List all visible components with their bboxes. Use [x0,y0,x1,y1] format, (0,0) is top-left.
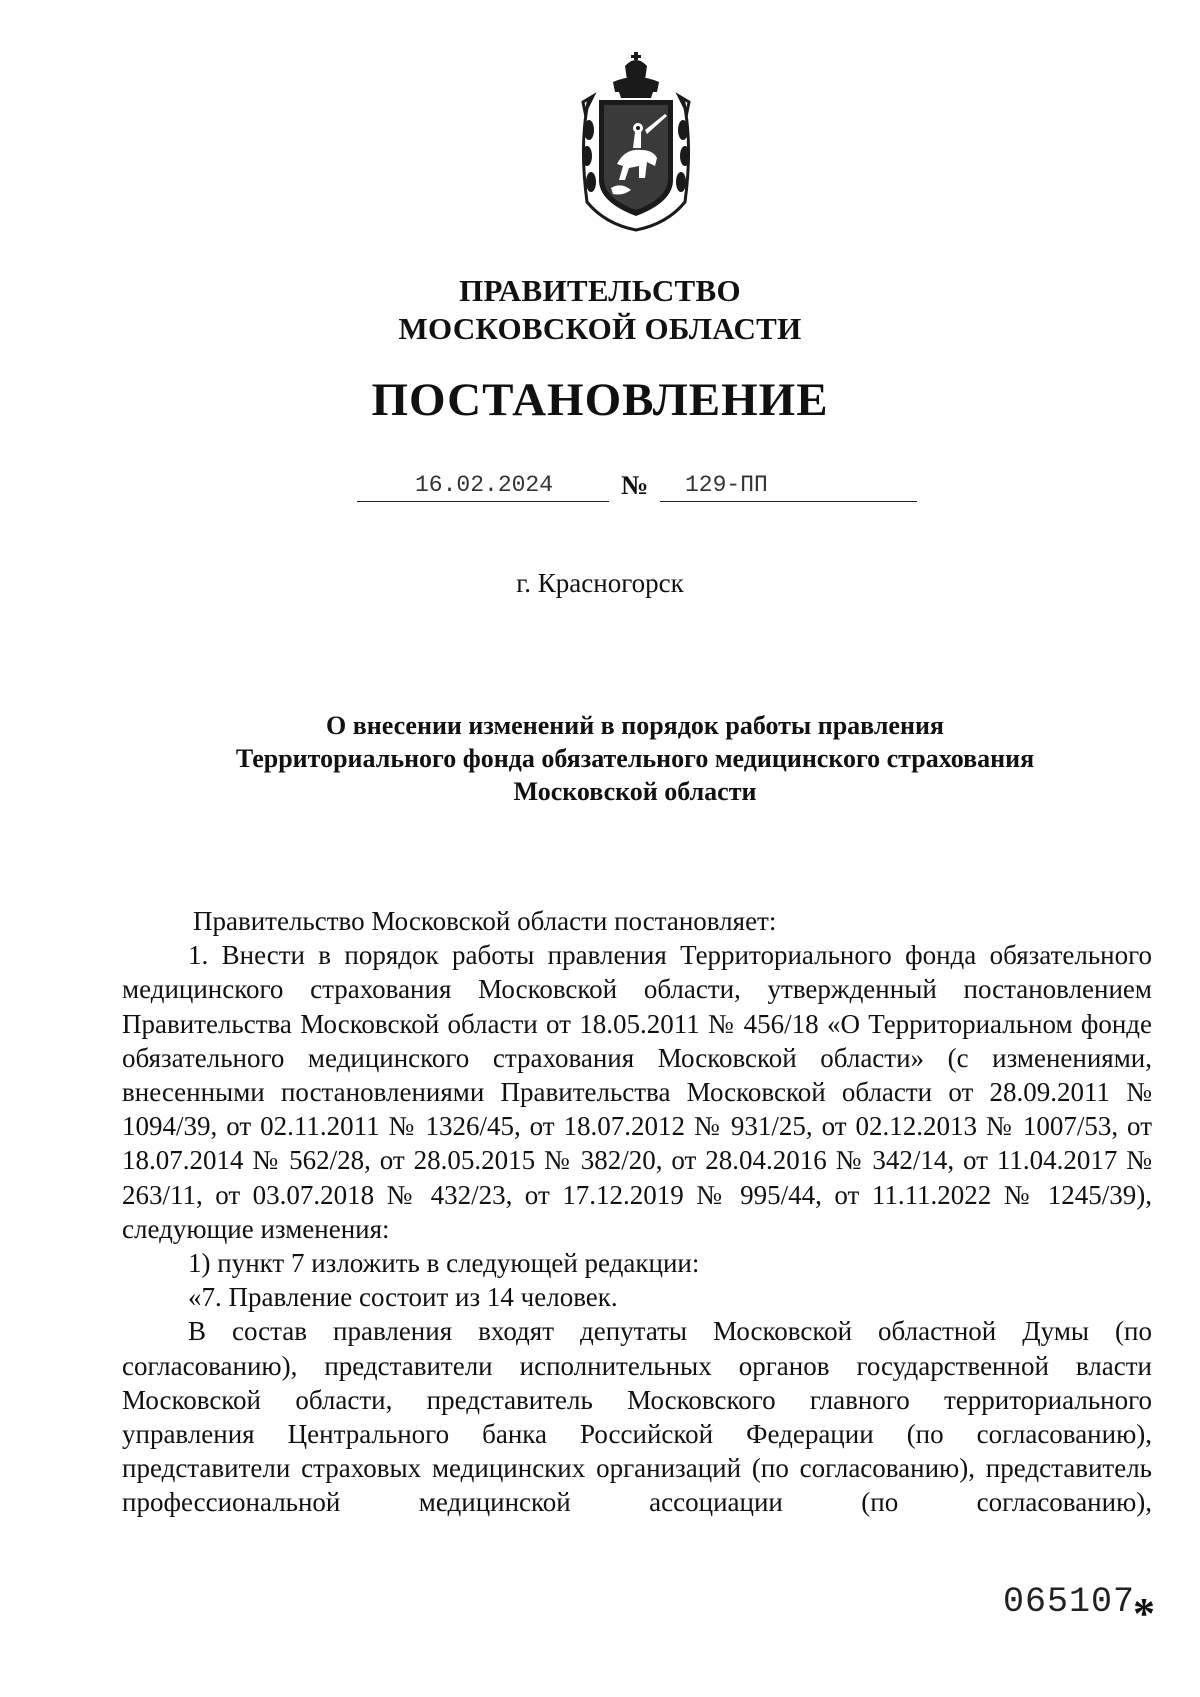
org-name-line-2: МОСКОВСКОЙ ОБЛАСТИ [398,311,802,346]
composition-paragraph: В состав правления входят депутаты Московской областной Думы (по согласованию), представители исполнительных органов государственной власти Московской области, представитель Московского главного территориального управления Центрального банка Российской Федерации (по согласованию), представители страховых медицинских организаций (по согласованию), представитель профессиональной медицинской ассоциации (по согласованию), [122,1316,1152,1518]
title-line-1: О внесении изменений в порядок работы правления [325,711,945,740]
title-line-2: Территориального фонда обязательного медицинского страхования [235,744,1035,773]
number-sign: № [621,470,649,500]
document-type: ПОСТАНОВЛЕНИЕ [371,374,829,426]
title-line-3: Московской области [513,777,757,806]
serial-number: 065107 [1003,1582,1136,1622]
sub-item-1: 1) пункт 7 изложить в следующей редакции: [188,1248,700,1279]
number-underline [660,501,917,502]
document-date: 16.02.2024 [415,472,554,498]
asterisk-mark: * [1133,1589,1155,1638]
quote-start: «7. Правление состоит из 14 человек. [188,1282,618,1313]
item-1: 1. Внести в порядок работы правления Территориального фонда обязательного медицинского страхования Московской области, утвержденный постановлением Правительства Московской области от 18.05.2011 № 456/18 «О Территориальном фонде обязательного медицинского страхования Московской области» (с изменениями, внесенными постановлениями Правительства Московской области от 28.09.2011 № 1094/39, от 02.11.2011 № 1326/45, от 18.07.2012 № 931/25, от 02.12.2013 № 1007/53, от 18.07.2014 № 562/28, от 28.05.2015 № 382/20, от 28.04.2016 № 342/14, от 11.04.2017 № 263/11, от 03.07.2018 № 432/23, от 17.12.2019 № 995/44, от 11.11.2022 № 1245/39), следующие изменения: [122,940,1152,1244]
org-name-line-1: ПРАВИТЕЛЬСТВО [459,273,741,308]
city: г. Красногорск [516,568,684,598]
document-body [122,904,1152,1520]
registration-row [357,470,917,504]
coat-of-arms-emblem [575,52,697,232]
preamble: Правительство Московской области постановляет: [193,906,777,936]
date-underline [357,501,609,502]
document-number: 129-ПП [685,472,768,498]
